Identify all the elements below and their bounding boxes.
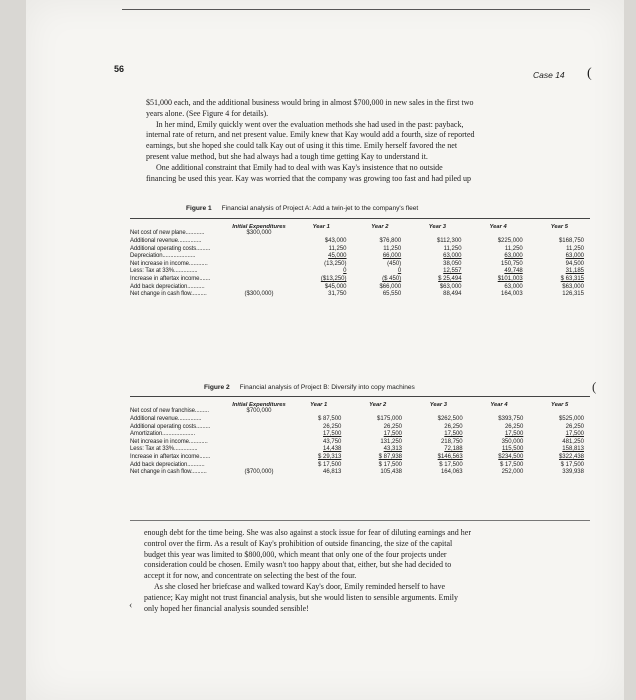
value-cell: 88,494 <box>443 291 462 298</box>
table-row <box>130 408 590 416</box>
row-label: Add back depreciation........... <box>130 461 205 468</box>
text-line: present value method, but she had always had a tough time getting Kay to understand it. <box>146 151 428 161</box>
value-cell: 11,250 <box>328 245 347 252</box>
column-header: Year 2 <box>371 223 389 230</box>
initial-expenditure-cell <box>228 438 290 446</box>
figure2-title: Financial analysis of Project B: Diversify into copy machines <box>239 384 415 391</box>
row-label: Net cost of new franchise......... <box>130 408 209 415</box>
column-header: Year 1 <box>310 401 328 408</box>
value-cell: 26,250 <box>383 423 403 430</box>
table-header-row <box>130 400 590 408</box>
book-page <box>26 0 624 700</box>
row-label: Increase in aftertax income....... <box>130 275 211 282</box>
page-number: 56 <box>114 64 125 74</box>
figure2-top-rule <box>130 396 590 397</box>
text-line: As she closed her briefcase and walked toward Kay's door, Emily reminded herself to have <box>154 581 446 591</box>
value-cell: (450) <box>387 260 402 267</box>
text-line: One additional constraint that Emily had to deal with was Kay's insistence that no outside <box>156 162 443 172</box>
value-cell: 218,750 <box>440 438 463 445</box>
table-row <box>130 461 590 469</box>
value-cell: 150,750 <box>501 260 523 267</box>
column-header: Year 3 <box>428 223 446 230</box>
value-cell: 126,315 <box>562 291 584 298</box>
value-cell: 26,250 <box>504 423 524 430</box>
value-cell <box>407 230 467 238</box>
value-cell: $262,500 <box>437 415 463 422</box>
column-header: Year 2 <box>369 401 387 408</box>
text-line: financing be used this year. Kay was worried that the company was growing too fast and had piled up <box>146 173 472 183</box>
value-cell: 46,813 <box>323 469 342 476</box>
value-cell: 11,250 <box>504 245 523 252</box>
row-label: Net increase in income............ <box>130 438 208 445</box>
table-row <box>130 252 590 260</box>
text-line: consideration could be chosen. Emily wasn't too happy about that, either, but she had decided to <box>144 560 452 570</box>
value-cell: 252,000 <box>501 469 524 476</box>
value-cell: $101,003 <box>497 275 523 282</box>
value-cell: 63,000 <box>565 253 584 260</box>
value-cell: 63,000 <box>504 283 523 290</box>
text-line: only hoped her financial analysis sounded sensible! <box>144 603 309 613</box>
value-cell: 66,000 <box>382 253 402 260</box>
table-row <box>130 446 590 454</box>
table-row <box>130 453 590 461</box>
value-cell: 0 <box>343 268 347 275</box>
header-blank <box>130 400 228 408</box>
value-cell: 49,748 <box>504 268 523 275</box>
initial-expenditure-cell <box>228 237 290 245</box>
value-cell: 43,750 <box>323 438 342 445</box>
table-row <box>130 438 590 446</box>
text-line: budget this year was limited to $800,000, which meant that only one of the four projects under <box>144 549 447 559</box>
value-cell: 94,500 <box>565 260 584 267</box>
value-cell: 481,250 <box>562 438 584 445</box>
initial-expenditure-cell <box>228 446 290 454</box>
initial-expenditure-cell <box>228 461 290 469</box>
value-cell: $ 87,500 <box>318 415 342 422</box>
value-cell <box>529 230 590 238</box>
column-header: Year 4 <box>489 223 507 230</box>
value-cell <box>469 408 530 416</box>
value-cell: 105,438 <box>380 469 403 476</box>
value-cell: $ 17,500 <box>439 461 463 468</box>
text-line: years alone. (See Figure 4 for details). <box>146 108 269 118</box>
row-label: Additional revenue............... <box>130 237 202 244</box>
value-cell: $ 87,938 <box>378 453 403 460</box>
text-line: $51,000 each, and the additional business would bring in almost $700,000 in new sales in the first two <box>146 98 474 107</box>
value-cell: $234,500 <box>498 453 524 460</box>
value-cell <box>468 230 529 238</box>
value-cell: (13,250) <box>324 260 347 267</box>
table-row <box>130 290 590 298</box>
value-cell: 115,500 <box>502 446 524 453</box>
text-line: accept it for now, and concentrate on selecting the best of the four. <box>144 571 357 581</box>
row-label: Net cost of new plane............ <box>130 230 205 237</box>
table-row <box>130 423 590 431</box>
table-row <box>130 415 590 423</box>
top-rule <box>122 9 590 10</box>
text-line: control over the firm. As a result of Kay's prohibition of outside financing, the size of the capital <box>144 538 453 548</box>
initial-expenditure-cell <box>228 415 290 423</box>
row-label: Net increase in income............ <box>130 260 208 267</box>
figure2-number: Figure 2 <box>204 384 230 391</box>
margin-paren-mark: ‹ <box>129 600 133 611</box>
value-cell: 31,185 <box>565 268 584 275</box>
value-cell: $ 17,500 <box>560 461 584 468</box>
value-cell: 339,938 <box>562 469 584 476</box>
initial-expenditure-cell <box>228 260 290 268</box>
row-label: Amortization..................... <box>130 431 196 438</box>
value-cell: 17,500 <box>504 431 524 438</box>
initial-expenditure-cell <box>228 268 290 276</box>
value-cell: $ 17,500 <box>378 461 403 468</box>
row-label: Less: Tax at 33%............... <box>130 268 198 275</box>
value-cell: 31,750 <box>328 291 347 298</box>
value-cell: 11,250 <box>383 245 402 252</box>
value-cell: $112,300 <box>436 237 462 244</box>
row-label: Additional revenue............... <box>130 415 202 422</box>
value-cell: 17,500 <box>323 431 342 438</box>
initial-expenditure-cell <box>228 275 290 283</box>
closing-paragraph <box>144 528 580 614</box>
figure1-table <box>130 222 590 298</box>
row-label: Depreciation..................... <box>130 253 196 260</box>
header-blank <box>130 222 228 230</box>
value-cell: 45,000 <box>328 253 347 260</box>
value-cell: 72,188 <box>444 446 463 453</box>
value-cell: 0 <box>397 268 402 275</box>
value-cell <box>290 230 353 238</box>
figure2-table <box>130 400 590 476</box>
initial-expenditure-cell: $700,000 <box>246 408 272 415</box>
row-label: Net change in cash flow.......... <box>130 469 207 476</box>
figure2-caption <box>204 384 415 391</box>
value-cell: 63,000 <box>443 253 462 260</box>
value-cell: 43,313 <box>383 446 403 453</box>
value-cell: 14,438 <box>323 446 342 453</box>
column-header: Year 3 <box>429 401 447 408</box>
value-cell: $ 17,500 <box>499 461 524 468</box>
initial-expenditure-cell <box>228 252 290 260</box>
value-cell: $ 25,494 <box>438 275 462 282</box>
initial-expenditure-cell <box>228 245 290 253</box>
value-cell: 26,250 <box>323 423 342 430</box>
value-cell: $43,000 <box>324 237 347 244</box>
value-cell: 65,550 <box>382 291 402 298</box>
value-cell: 11,250 <box>566 245 584 252</box>
text-line: patience; Kay might not trust financial analysis, but she would listen to sensible arguments. Emily <box>144 592 459 602</box>
initial-expenditure-cell: $300,000 <box>246 230 272 237</box>
figure1-top-rule <box>130 218 590 219</box>
margin-paren-mark: ( <box>587 66 592 81</box>
value-cell: $66,000 <box>379 283 402 290</box>
value-cell: 26,250 <box>565 423 584 430</box>
row-label: Additional operating costs......... <box>130 245 211 252</box>
value-cell: 17,500 <box>444 431 463 438</box>
value-cell: $63,000 <box>562 283 584 290</box>
value-cell: $45,000 <box>324 283 347 290</box>
value-cell: $168,750 <box>558 237 584 244</box>
value-cell: $175,000 <box>376 415 403 422</box>
value-cell: 17,500 <box>383 431 403 438</box>
column-header: Initial Expenditures <box>232 223 286 230</box>
column-header: Year 1 <box>312 223 330 230</box>
column-header: Year 5 <box>550 223 568 230</box>
row-label: Additional operating costs......... <box>130 423 211 430</box>
value-cell: 17,500 <box>565 431 584 438</box>
table-row <box>130 230 590 238</box>
table-row <box>130 237 590 245</box>
table-row <box>130 283 590 291</box>
value-cell <box>353 230 408 238</box>
column-header: Year 5 <box>551 401 569 408</box>
table-row <box>130 430 590 438</box>
value-cell: $225,000 <box>497 237 523 244</box>
row-label: Add back depreciation........... <box>130 283 205 290</box>
value-cell: 12,557 <box>443 268 462 275</box>
figure1-title: Financial analysis of Project A: Add a twin-jet to the company's fleet <box>221 205 419 212</box>
text-line: earnings, but she hoped she could talk Kay out of using it this time. Emily herself favored the net <box>146 141 458 151</box>
table-row <box>130 260 590 268</box>
value-cell <box>529 408 590 416</box>
case-label: Case 14 <box>533 70 565 80</box>
value-cell: $76,800 <box>379 237 402 244</box>
value-cell: $322,438 <box>558 453 584 460</box>
margin-paren-mark: ( <box>592 379 597 394</box>
value-cell: 350,000 <box>501 438 524 445</box>
figure1-number: Figure 1 <box>186 205 212 212</box>
figure1-caption <box>186 205 418 212</box>
table-header-row <box>130 222 590 230</box>
value-cell: 131,250 <box>380 438 403 445</box>
value-cell <box>290 408 347 416</box>
value-cell: $146,563 <box>437 453 463 460</box>
value-cell: $525,000 <box>558 415 584 422</box>
initial-expenditure-cell <box>228 430 290 438</box>
value-cell: 63,000 <box>504 253 523 260</box>
initial-expenditure-cell <box>228 423 290 431</box>
value-cell: $ 29,313 <box>318 453 342 460</box>
row-label: Less: Tax at 33%............... <box>130 446 198 453</box>
value-cell: 26,250 <box>444 423 463 430</box>
value-cell <box>347 408 408 416</box>
value-cell: 11,250 <box>443 245 462 252</box>
value-cell: ($ 450) <box>382 275 402 282</box>
value-cell: ($13,250) <box>320 275 347 282</box>
value-cell: $ 63,315 <box>560 275 584 282</box>
table-row <box>130 468 590 476</box>
text-line: In her mind, Emily quickly went over the evaluation methods she had used in the past: payback, <box>156 119 464 129</box>
value-cell: $63,000 <box>439 283 462 290</box>
intro-paragraph <box>146 98 580 184</box>
text-line: enough debt for the time being. She was also against a stock issue for fear of diluting earnings and her <box>144 528 472 537</box>
value-cell: $ 17,500 <box>318 461 342 468</box>
row-label: Increase in aftertax income....... <box>130 453 211 460</box>
value-cell: 158,813 <box>562 446 584 453</box>
table-row <box>130 268 590 276</box>
initial-expenditure-cell: ($300,000) <box>244 291 274 298</box>
initial-expenditure-cell <box>228 283 290 291</box>
initial-expenditure-cell <box>228 453 290 461</box>
value-cell: 38,050 <box>443 260 462 267</box>
row-label: Net change in cash flow.......... <box>130 291 207 298</box>
value-cell <box>408 408 469 416</box>
column-header: Initial Expenditures <box>232 401 286 408</box>
text-line: internal rate of return, and net present value. Emily knew that Kay would add a fourth, size of reported <box>146 130 475 140</box>
value-cell: 164,063 <box>440 469 463 476</box>
figure2-bottom-rule <box>130 520 590 521</box>
initial-expenditure-cell: ($700,000) <box>244 469 274 476</box>
value-cell: $393,750 <box>498 415 524 422</box>
value-cell: 164,003 <box>501 291 523 298</box>
table-row <box>130 275 590 283</box>
table-row <box>130 245 590 253</box>
column-header: Year 4 <box>490 401 508 408</box>
